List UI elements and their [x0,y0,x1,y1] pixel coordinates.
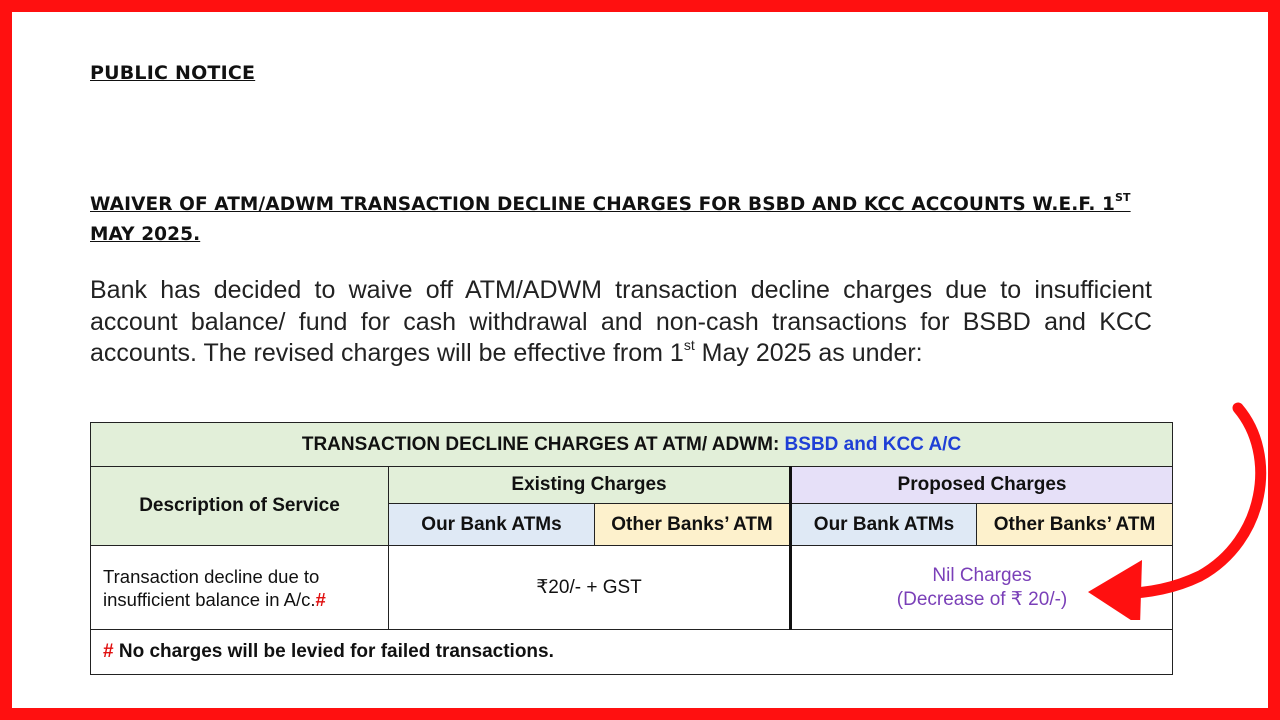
table-title-prefix: TRANSACTION DECLINE CHARGES AT ATM/ ADWM: [301,433,785,455]
footnote-row [91,630,1173,675]
notice-title: PUBLIC NOTICE [90,62,256,84]
proposed-value-line2: (Decrease of ₹ 20/-) [896,588,1068,610]
existing-charge-value: ₹20/- + GST [389,546,791,630]
group-header-row [91,467,1173,504]
table-row [91,546,1173,630]
existing-charges-header: Existing Charges [389,467,791,504]
notice-body [90,275,1152,370]
body-superscript: st [683,337,695,353]
existing-our-bank-header: Our Bank ATMs [389,504,595,546]
hash-marker: # [315,588,326,610]
body-part1: Bank has decided to waive off ATM/ADWM transaction decline charges due to insufficient account balance/ fund for cash withdrawal and non-cash transactions for BSBD and KCC accounts. The revised charges will be effective from 1 [90,276,1152,367]
heading-line2: MAY 2025. [90,224,201,245]
service-description-text: Transaction decline due to insufficient balance in A/c. [103,565,320,610]
table-title-accent: BSBD and KCC A/C [784,433,962,455]
existing-other-banks-header: Other Banks’ ATM [595,504,791,546]
proposed-value-line1: Nil Charges [932,564,1032,586]
footnote-text: No charges will be levied for failed transactions. [113,641,554,662]
proposed-our-bank-header: Our Bank ATMs [791,504,977,546]
heading-line1: WAIVER OF ATM/ADWM TRANSACTION DECLINE CHARGES FOR BSBD AND KCC ACCOUNTS W.E.F. 1 [90,194,1115,215]
heading-superscript: ST [1114,191,1131,204]
arrow-head [1088,560,1142,620]
body-part2: May 2025 as under: [694,339,923,367]
service-description [91,546,389,630]
proposed-charges-header: Proposed Charges [791,467,1173,504]
description-header: Description of Service [91,467,389,546]
footnote [91,630,1173,675]
footnote-hash: # [103,641,114,662]
table-title-row [91,423,1173,467]
notice-heading [90,183,1160,250]
table-title [91,423,1173,467]
charges-table [90,422,1173,675]
curved-arrow-icon [1080,400,1280,620]
proposed-other-banks-header: Other Banks’ ATM [977,504,1173,546]
